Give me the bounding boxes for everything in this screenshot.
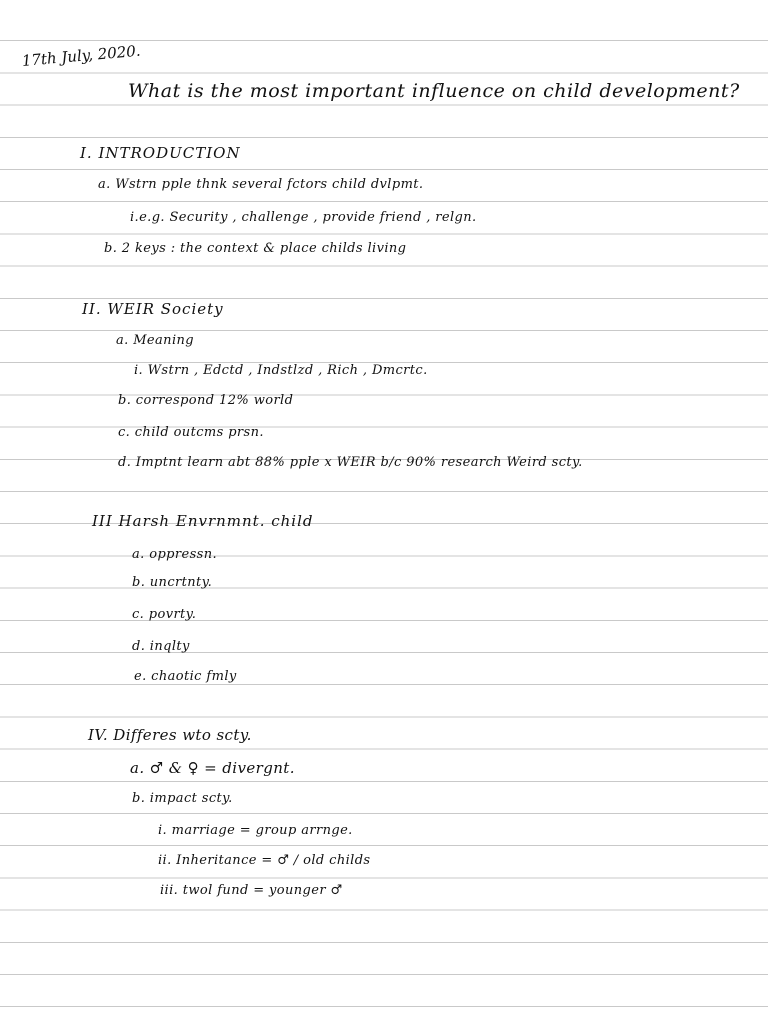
section-4-item-iii: iii. twol fund = younger ♂ (160, 883, 343, 898)
section-3-item-b: b. uncrtnty. (132, 575, 213, 590)
section-1-item-b: b. 2 keys : the context & place childs living (104, 241, 407, 256)
section-heading-introduction: I. INTRODUCTION (80, 144, 241, 162)
section-heading-harsh-environment: III Harsh Envrnmnt. child (92, 512, 314, 530)
section-2-item-a: a. Meaning (116, 333, 194, 348)
note-title: What is the most important influence on child development? (128, 80, 740, 102)
section-2-item-i: i. Wstrn , Edctd , Indstlzd , Rich , Dmcrtc. (134, 363, 428, 378)
note-date: 17th July, 2020. (21, 41, 142, 70)
section-1-item-a: a. Wstrn pple thnk several fctors child dvlpmt. (98, 177, 424, 192)
section-4-item-ii: ii. Inheritance = ♂ / old childs (158, 853, 371, 868)
section-heading-differences: IV. Differes wto scty. (88, 726, 252, 744)
section-2-item-d: d. Imptnt learn abt 88% pple x WEIR b/c 90% research Weird scty. (118, 455, 583, 470)
section-4-item-a: a. ♂ & ♀ = divergnt. (130, 759, 295, 777)
section-2-item-b: b. correspond 12% world (118, 393, 294, 408)
section-2-item-c: c. child outcms prsn. (118, 425, 264, 440)
section-4-item-i: i. marriage = group arrnge. (158, 823, 353, 838)
section-3-item-d: d. inqlty (132, 639, 190, 654)
section-heading-weir-society: II. WEIR Society (82, 300, 224, 318)
section-3-item-c: c. povrty. (132, 607, 197, 622)
section-3-item-a: a. oppressn. (132, 547, 218, 562)
section-3-item-e: e. chaotic fmly (134, 669, 237, 684)
section-4-item-b: b. impact scty. (132, 791, 233, 806)
section-1-item-i: i.e.g. Security , challenge , provide friend , relgn. (130, 210, 477, 225)
